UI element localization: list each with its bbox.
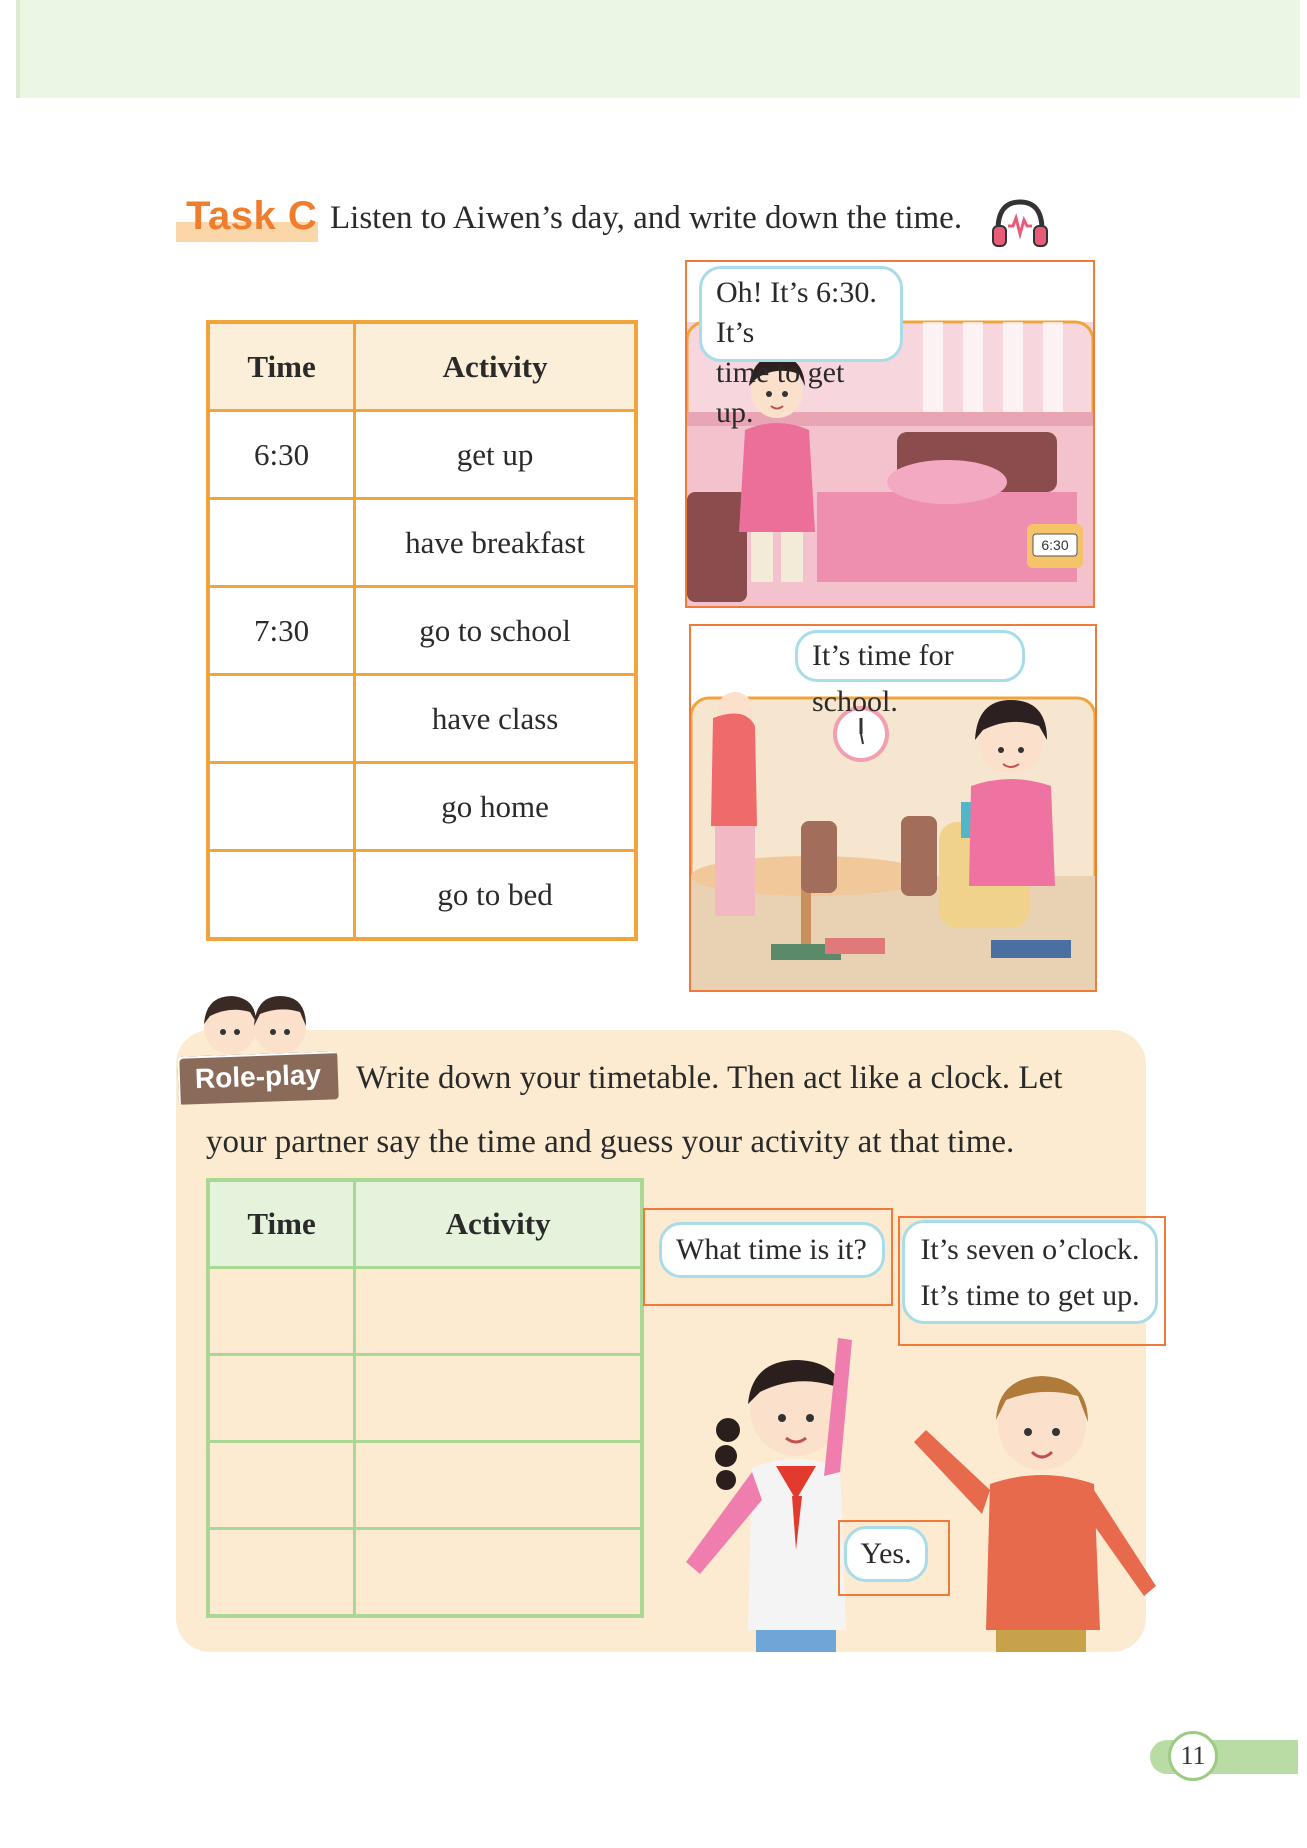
time-cell[interactable] (208, 675, 355, 763)
task-c-tag (176, 196, 318, 242)
table-row (208, 851, 636, 940)
table-row (208, 587, 636, 675)
school-scene-panel (689, 624, 1097, 992)
roleplay-kids-illustration (656, 1300, 1176, 1652)
activity-cell: get up (355, 411, 636, 499)
bubble-text: What time is it? (676, 1233, 867, 1266)
activity-cell: have breakfast (355, 499, 636, 587)
bubble-line: It’s time to get up. (920, 1279, 1140, 1312)
speech-bubble-school (795, 630, 1025, 718)
roleplay-label: Role-play (194, 1058, 322, 1095)
column-header-activity: Activity (355, 322, 636, 411)
time-cell[interactable] (208, 1268, 355, 1355)
time-cell[interactable]: 7:30 (208, 587, 355, 675)
bedroom-scene-panel (685, 260, 1095, 608)
time-cell[interactable] (208, 763, 355, 851)
alarm-clock-display: 6:30 (1041, 537, 1069, 553)
speech-bubble-answer (902, 1220, 1158, 1324)
bubble-line: time to get up. (716, 356, 845, 429)
headphones-icon[interactable] (990, 196, 1050, 250)
table-row (208, 1355, 642, 1442)
kids-faces-icon (196, 982, 314, 1056)
task-c-instruction: Listen to Aiwen’s day, and write down the time. (330, 200, 963, 236)
activity-cell[interactable] (355, 1268, 642, 1355)
activity-cell[interactable] (355, 1529, 642, 1617)
task-c-label: Task C (186, 194, 318, 238)
table-row (208, 1442, 642, 1529)
page-number: 11 (1168, 1731, 1218, 1781)
column-header-time: Time (208, 1180, 355, 1268)
bubble-frame-answer (898, 1216, 1166, 1346)
activity-cell[interactable] (355, 1355, 642, 1442)
speech-bubble-question (659, 1222, 885, 1278)
column-header-activity: Activity (355, 1180, 642, 1268)
time-cell[interactable] (208, 1529, 355, 1617)
activity-cell[interactable] (355, 1442, 642, 1529)
table-row (208, 499, 636, 587)
activity-cell: go to bed (355, 851, 636, 940)
time-cell[interactable] (208, 1442, 355, 1529)
table-row (208, 1529, 642, 1617)
column-header-time: Time (208, 322, 355, 411)
time-cell[interactable] (208, 1355, 355, 1442)
table-row (208, 1268, 642, 1355)
activity-cell: go home (355, 763, 636, 851)
aiwen-day-table (206, 320, 638, 941)
activity-cell: go to school (355, 587, 636, 675)
my-timetable-table (206, 1178, 644, 1618)
bubble-frame-question (643, 1208, 893, 1306)
speech-bubble-yes (844, 1526, 928, 1582)
table-row (208, 675, 636, 763)
time-cell[interactable] (208, 499, 355, 587)
bubble-frame-yes (838, 1520, 950, 1596)
time-cell[interactable] (208, 851, 355, 940)
table-row (208, 411, 636, 499)
table-row (208, 763, 636, 851)
bubble-text: Yes. (860, 1537, 912, 1570)
bubble-text: It’s time for school. (812, 639, 954, 718)
speech-bubble-get-up (699, 266, 903, 429)
roleplay-instruction-line1: Write down your timetable. Then act like a clock. Let (356, 1060, 1063, 1096)
bubble-line: It’s seven o’clock. (920, 1233, 1140, 1266)
roleplay-instruction-line2: your partner say the time and guess your activity at that time. (206, 1124, 1015, 1160)
roleplay-tag (177, 1051, 339, 1105)
bubble-line: Oh! It’s 6:30. It’s (716, 276, 877, 349)
time-cell[interactable]: 6:30 (208, 411, 355, 499)
activity-cell: have class (355, 675, 636, 763)
header-band (16, 0, 1300, 98)
